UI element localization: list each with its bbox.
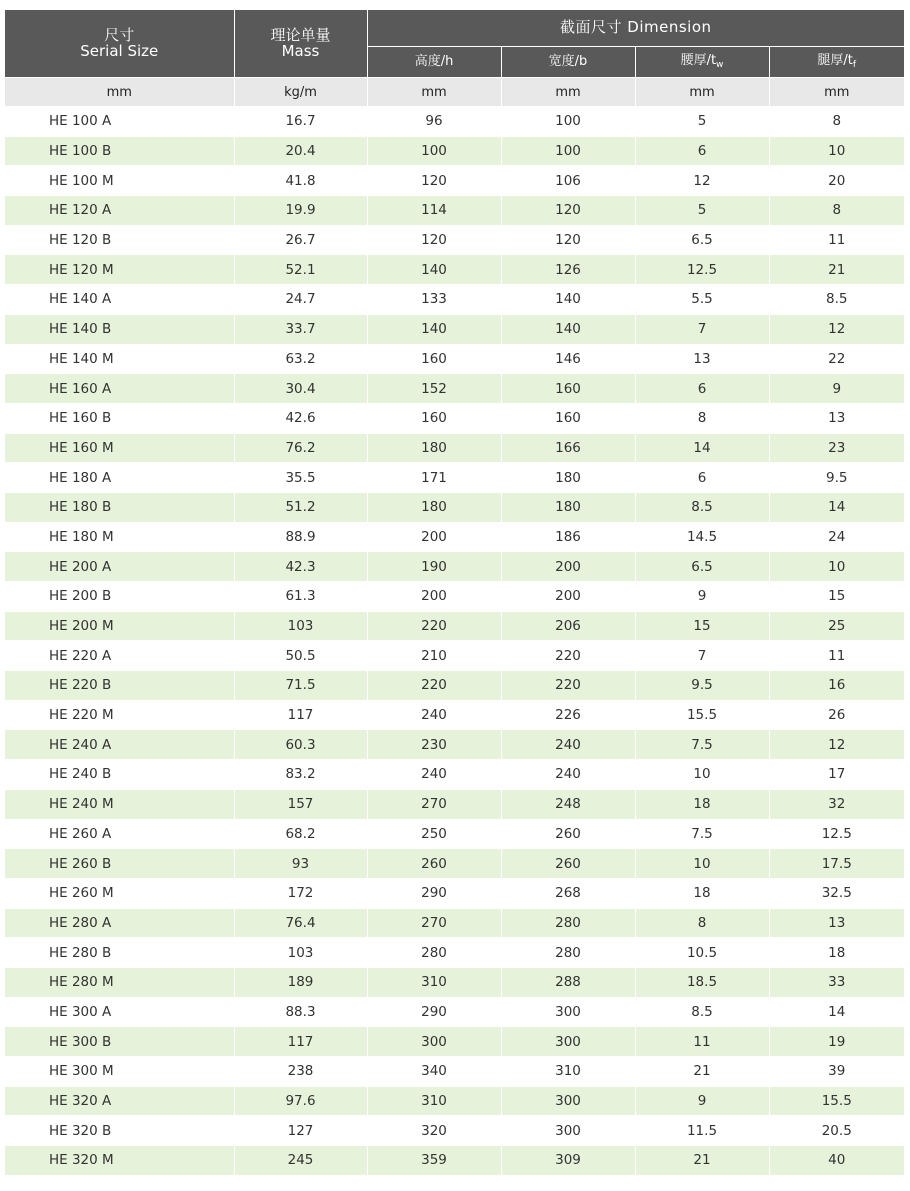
serial-size-cell: HE 180 B <box>5 492 234 522</box>
height-cell: 140 <box>367 255 501 285</box>
flange-thickness-cell: 11 <box>769 225 904 255</box>
flange-thickness-label: 腿厚/t <box>817 52 853 68</box>
unit-cell: mm <box>635 78 769 107</box>
height-cell: 100 <box>367 136 501 166</box>
mass-cell: 88.9 <box>234 522 367 552</box>
flange-thickness-cell: 14 <box>769 997 904 1027</box>
table-row <box>5 374 904 404</box>
serial-size-cell: HE 100 A <box>5 107 234 137</box>
height-cell: 190 <box>367 552 501 582</box>
width-cell: 180 <box>501 492 635 522</box>
web-thickness-cell: 10.5 <box>635 938 769 968</box>
he-beam-spec-table <box>5 10 904 1175</box>
width-cell: 288 <box>501 967 635 997</box>
height-cell: 290 <box>367 878 501 908</box>
flange-thickness-cell: 13 <box>769 403 904 433</box>
web-thickness-cell: 8 <box>635 908 769 938</box>
unit-cell: mm <box>501 78 635 107</box>
serial-size-cell: HE 220 A <box>5 641 234 671</box>
mass-cell: 42.6 <box>234 403 367 433</box>
flange-thickness-cell: 32 <box>769 789 904 819</box>
mass-cell: 97.6 <box>234 1086 367 1116</box>
serial-size-cell: HE 160 M <box>5 433 234 463</box>
height-cell: 290 <box>367 997 501 1027</box>
mass-cell: 68.2 <box>234 819 367 849</box>
serial-size-cell: HE 300 M <box>5 1057 234 1087</box>
height-cell: 340 <box>367 1057 501 1087</box>
height-cell: 114 <box>367 196 501 226</box>
flange-thickness-cell: 24 <box>769 522 904 552</box>
serial-size-cell: HE 260 M <box>5 878 234 908</box>
web-thickness-cell: 10 <box>635 760 769 790</box>
flange-thickness-cell: 14 <box>769 492 904 522</box>
web-thickness-cell: 5.5 <box>635 285 769 315</box>
table-row <box>5 967 904 997</box>
flange-thickness-cell: 33 <box>769 967 904 997</box>
mass-cell: 33.7 <box>234 314 367 344</box>
width-cell: 240 <box>501 730 635 760</box>
width-cell: 300 <box>501 1027 635 1057</box>
table-row <box>5 196 904 226</box>
height-cell: 280 <box>367 938 501 968</box>
web-thickness-cell: 13 <box>635 344 769 374</box>
web-thickness-cell: 8 <box>635 403 769 433</box>
height-cell: 310 <box>367 1086 501 1116</box>
flange-thickness-cell: 23 <box>769 433 904 463</box>
web-thickness-cell: 14.5 <box>635 522 769 552</box>
flange-thickness-cell: 20 <box>769 166 904 196</box>
width-cell: 220 <box>501 641 635 671</box>
serial-size-cell: HE 100 M <box>5 166 234 196</box>
width-cell: 260 <box>501 819 635 849</box>
flange-thickness-cell: 20.5 <box>769 1116 904 1146</box>
web-thickness-cell: 6.5 <box>635 225 769 255</box>
height-column-header: 高度/h <box>367 47 501 78</box>
web-thickness-cell: 6 <box>635 374 769 404</box>
web-thickness-cell: 12.5 <box>635 255 769 285</box>
width-cell: 300 <box>501 1086 635 1116</box>
serial-size-cell: HE 240 M <box>5 789 234 819</box>
height-cell: 180 <box>367 433 501 463</box>
web-thickness-cell: 7.5 <box>635 819 769 849</box>
table-row <box>5 1027 904 1057</box>
web-thickness-cell: 18 <box>635 878 769 908</box>
serial-size-cell: HE 280 A <box>5 908 234 938</box>
width-cell: 309 <box>501 1146 635 1175</box>
flange-thickness-cell: 39 <box>769 1057 904 1087</box>
flange-thickness-cell: 9.5 <box>769 463 904 493</box>
table-row <box>5 997 904 1027</box>
mass-cell: 117 <box>234 1027 367 1057</box>
web-thickness-cell: 21 <box>635 1057 769 1087</box>
width-cell: 106 <box>501 166 635 196</box>
width-cell: 248 <box>501 789 635 819</box>
web-thickness-cell: 21 <box>635 1146 769 1175</box>
web-thickness-cell: 6 <box>635 463 769 493</box>
mass-cell: 103 <box>234 938 367 968</box>
dimension-group-header: 截面尺寸 Dimension <box>367 10 904 47</box>
flange-thickness-cell: 11 <box>769 641 904 671</box>
mass-cell: 189 <box>234 967 367 997</box>
table-row <box>5 819 904 849</box>
width-cell: 300 <box>501 997 635 1027</box>
table-row <box>5 522 904 552</box>
height-cell: 220 <box>367 611 501 641</box>
serial-size-cell: HE 280 M <box>5 967 234 997</box>
serial-size-cell: HE 160 B <box>5 403 234 433</box>
width-cell: 280 <box>501 908 635 938</box>
mass-cell: 19.9 <box>234 196 367 226</box>
table-row <box>5 938 904 968</box>
table-row <box>5 1057 904 1087</box>
unit-cell: kg/m <box>234 78 367 107</box>
table-row <box>5 136 904 166</box>
height-cell: 140 <box>367 314 501 344</box>
width-cell: 160 <box>501 374 635 404</box>
serial-size-cell: HE 140 A <box>5 285 234 315</box>
table-row <box>5 344 904 374</box>
serial-size-cell: HE 180 A <box>5 463 234 493</box>
web-thickness-cell: 15.5 <box>635 700 769 730</box>
width-cell: 100 <box>501 107 635 137</box>
width-cell: 240 <box>501 760 635 790</box>
unit-cell: mm <box>5 78 234 107</box>
serial-size-cell: HE 160 A <box>5 374 234 404</box>
height-cell: 133 <box>367 285 501 315</box>
web-thickness-cell: 6 <box>635 136 769 166</box>
web-thickness-subscript: w <box>716 59 724 70</box>
height-cell: 240 <box>367 700 501 730</box>
web-thickness-cell: 9 <box>635 582 769 612</box>
height-cell: 200 <box>367 522 501 552</box>
width-cell: 120 <box>501 225 635 255</box>
serial-size-cell: HE 200 B <box>5 582 234 612</box>
mass-cell: 42.3 <box>234 552 367 582</box>
height-cell: 250 <box>367 819 501 849</box>
web-thickness-cell: 8.5 <box>635 492 769 522</box>
mass-cell: 41.8 <box>234 166 367 196</box>
mass-cell: 83.2 <box>234 760 367 790</box>
web-thickness-cell: 9.5 <box>635 671 769 701</box>
table-row <box>5 1116 904 1146</box>
width-cell: 200 <box>501 552 635 582</box>
mass-cell: 245 <box>234 1146 367 1175</box>
table-row <box>5 552 904 582</box>
table-row <box>5 225 904 255</box>
web-thickness-label: 腰厚/t <box>680 52 717 68</box>
mass-cell: 76.4 <box>234 908 367 938</box>
flange-thickness-cell: 40 <box>769 1146 904 1175</box>
web-thickness-cell: 7 <box>635 314 769 344</box>
mass-header-en: Mass <box>281 41 320 60</box>
serial-size-cell: HE 260 B <box>5 849 234 879</box>
flange-thickness-cell: 8 <box>769 196 904 226</box>
table-row <box>5 403 904 433</box>
serial-size-cell: HE 260 A <box>5 819 234 849</box>
flange-thickness-cell: 18 <box>769 938 904 968</box>
table-row <box>5 107 904 137</box>
width-cell: 126 <box>501 255 635 285</box>
height-cell: 320 <box>367 1116 501 1146</box>
height-cell: 200 <box>367 582 501 612</box>
width-cell: 200 <box>501 582 635 612</box>
width-cell: 206 <box>501 611 635 641</box>
web-thickness-column-header <box>635 47 769 78</box>
serial-size-cell: HE 300 B <box>5 1027 234 1057</box>
mass-cell: 71.5 <box>234 671 367 701</box>
serial-size-cell: HE 300 A <box>5 997 234 1027</box>
mass-cell: 117 <box>234 700 367 730</box>
serial-size-cell: HE 240 B <box>5 760 234 790</box>
width-cell: 186 <box>501 522 635 552</box>
web-thickness-cell: 5 <box>635 196 769 226</box>
table-row <box>5 641 904 671</box>
table-row <box>5 463 904 493</box>
flange-thickness-cell: 12 <box>769 314 904 344</box>
width-cell: 260 <box>501 849 635 879</box>
table-row <box>5 611 904 641</box>
height-cell: 220 <box>367 671 501 701</box>
height-cell: 359 <box>367 1146 501 1175</box>
table-row <box>5 849 904 879</box>
serial-size-cell: HE 240 A <box>5 730 234 760</box>
flange-thickness-cell: 8 <box>769 107 904 137</box>
mass-cell: 127 <box>234 1116 367 1146</box>
width-cell: 310 <box>501 1057 635 1087</box>
flange-thickness-cell: 26 <box>769 700 904 730</box>
table-row <box>5 700 904 730</box>
flange-thickness-cell: 16 <box>769 671 904 701</box>
height-cell: 120 <box>367 225 501 255</box>
width-cell: 220 <box>501 671 635 701</box>
width-cell: 280 <box>501 938 635 968</box>
height-cell: 310 <box>367 967 501 997</box>
web-thickness-cell: 12 <box>635 166 769 196</box>
web-thickness-cell: 18.5 <box>635 967 769 997</box>
height-cell: 171 <box>367 463 501 493</box>
web-thickness-cell: 11.5 <box>635 1116 769 1146</box>
size-header-cn: 尺寸 <box>104 25 135 44</box>
table-row <box>5 671 904 701</box>
mass-cell: 76.2 <box>234 433 367 463</box>
web-thickness-cell: 15 <box>635 611 769 641</box>
table-row <box>5 878 904 908</box>
height-cell: 270 <box>367 789 501 819</box>
table-row <box>5 1146 904 1175</box>
unit-cell: mm <box>769 78 904 107</box>
serial-size-cell: HE 120 A <box>5 196 234 226</box>
table-row <box>5 789 904 819</box>
mass-cell: 35.5 <box>234 463 367 493</box>
height-cell: 230 <box>367 730 501 760</box>
unit-cell: mm <box>367 78 501 107</box>
web-thickness-cell: 9 <box>635 1086 769 1116</box>
height-cell: 96 <box>367 107 501 137</box>
width-column-header: 宽度/b <box>501 47 635 78</box>
mass-cell: 52.1 <box>234 255 367 285</box>
serial-size-cell: HE 320 B <box>5 1116 234 1146</box>
width-cell: 226 <box>501 700 635 730</box>
mass-cell: 24.7 <box>234 285 367 315</box>
mass-cell: 16.7 <box>234 107 367 137</box>
flange-thickness-cell: 25 <box>769 611 904 641</box>
mass-cell: 88.3 <box>234 997 367 1027</box>
height-cell: 160 <box>367 344 501 374</box>
mass-header-cn: 理论单量 <box>270 25 331 44</box>
width-cell: 140 <box>501 285 635 315</box>
units-row <box>5 78 904 107</box>
table-row <box>5 730 904 760</box>
web-thickness-cell: 8.5 <box>635 997 769 1027</box>
serial-size-cell: HE 280 B <box>5 938 234 968</box>
width-cell: 160 <box>501 403 635 433</box>
height-cell: 210 <box>367 641 501 671</box>
serial-size-cell: HE 180 M <box>5 522 234 552</box>
table-row <box>5 166 904 196</box>
mass-cell: 20.4 <box>234 136 367 166</box>
width-cell: 268 <box>501 878 635 908</box>
flange-thickness-cell: 15.5 <box>769 1086 904 1116</box>
flange-thickness-cell: 9 <box>769 374 904 404</box>
flange-thickness-cell: 10 <box>769 136 904 166</box>
serial-size-cell: HE 220 M <box>5 700 234 730</box>
width-cell: 146 <box>501 344 635 374</box>
flange-thickness-cell: 15 <box>769 582 904 612</box>
serial-size-cell: HE 140 B <box>5 314 234 344</box>
web-thickness-cell: 14 <box>635 433 769 463</box>
flange-thickness-cell: 10 <box>769 552 904 582</box>
flange-thickness-cell: 19 <box>769 1027 904 1057</box>
mass-cell: 61.3 <box>234 582 367 612</box>
table-row <box>5 492 904 522</box>
width-cell: 180 <box>501 463 635 493</box>
width-cell: 120 <box>501 196 635 226</box>
flange-thickness-cell: 17 <box>769 760 904 790</box>
height-cell: 240 <box>367 760 501 790</box>
table-row <box>5 255 904 285</box>
table-row <box>5 760 904 790</box>
height-cell: 152 <box>367 374 501 404</box>
mass-cell: 172 <box>234 878 367 908</box>
serial-size-cell: HE 100 B <box>5 136 234 166</box>
height-cell: 270 <box>367 908 501 938</box>
height-cell: 160 <box>367 403 501 433</box>
web-thickness-cell: 7 <box>635 641 769 671</box>
table-row <box>5 285 904 315</box>
flange-thickness-cell: 8.5 <box>769 285 904 315</box>
mass-cell: 238 <box>234 1057 367 1087</box>
height-cell: 260 <box>367 849 501 879</box>
flange-thickness-cell: 21 <box>769 255 904 285</box>
serial-size-cell: HE 320 A <box>5 1086 234 1116</box>
table-row <box>5 1086 904 1116</box>
serial-size-cell: HE 120 M <box>5 255 234 285</box>
serial-size-cell: HE 140 M <box>5 344 234 374</box>
table-row <box>5 314 904 344</box>
flange-thickness-cell: 13 <box>769 908 904 938</box>
size-header-en: Serial Size <box>80 41 159 60</box>
flange-thickness-cell: 22 <box>769 344 904 374</box>
mass-cell: 63.2 <box>234 344 367 374</box>
web-thickness-cell: 11 <box>635 1027 769 1057</box>
height-cell: 180 <box>367 492 501 522</box>
web-thickness-cell: 6.5 <box>635 552 769 582</box>
web-thickness-cell: 5 <box>635 107 769 137</box>
height-cell: 300 <box>367 1027 501 1057</box>
flange-thickness-subscript: f <box>852 59 857 70</box>
flange-thickness-cell: 12.5 <box>769 819 904 849</box>
table-body <box>5 107 904 1175</box>
size-column-header <box>5 10 234 78</box>
serial-size-cell: HE 320 M <box>5 1146 234 1175</box>
flange-thickness-cell: 17.5 <box>769 849 904 879</box>
mass-cell: 30.4 <box>234 374 367 404</box>
width-cell: 300 <box>501 1116 635 1146</box>
table-row <box>5 433 904 463</box>
mass-cell: 26.7 <box>234 225 367 255</box>
mass-cell: 93 <box>234 849 367 879</box>
flange-thickness-cell: 12 <box>769 730 904 760</box>
table-row <box>5 582 904 612</box>
serial-size-cell: HE 220 B <box>5 671 234 701</box>
width-cell: 140 <box>501 314 635 344</box>
serial-size-cell: HE 120 B <box>5 225 234 255</box>
web-thickness-cell: 7.5 <box>635 730 769 760</box>
web-thickness-cell: 10 <box>635 849 769 879</box>
mass-cell: 51.2 <box>234 492 367 522</box>
web-thickness-cell: 18 <box>635 789 769 819</box>
table-row <box>5 908 904 938</box>
mass-column-header <box>234 10 367 78</box>
serial-size-cell: HE 200 M <box>5 611 234 641</box>
mass-cell: 60.3 <box>234 730 367 760</box>
height-cell: 120 <box>367 166 501 196</box>
mass-cell: 50.5 <box>234 641 367 671</box>
width-cell: 100 <box>501 136 635 166</box>
serial-size-cell: HE 200 A <box>5 552 234 582</box>
mass-cell: 103 <box>234 611 367 641</box>
width-cell: 166 <box>501 433 635 463</box>
mass-cell: 157 <box>234 789 367 819</box>
flange-thickness-cell: 32.5 <box>769 878 904 908</box>
flange-thickness-column-header <box>769 47 904 78</box>
